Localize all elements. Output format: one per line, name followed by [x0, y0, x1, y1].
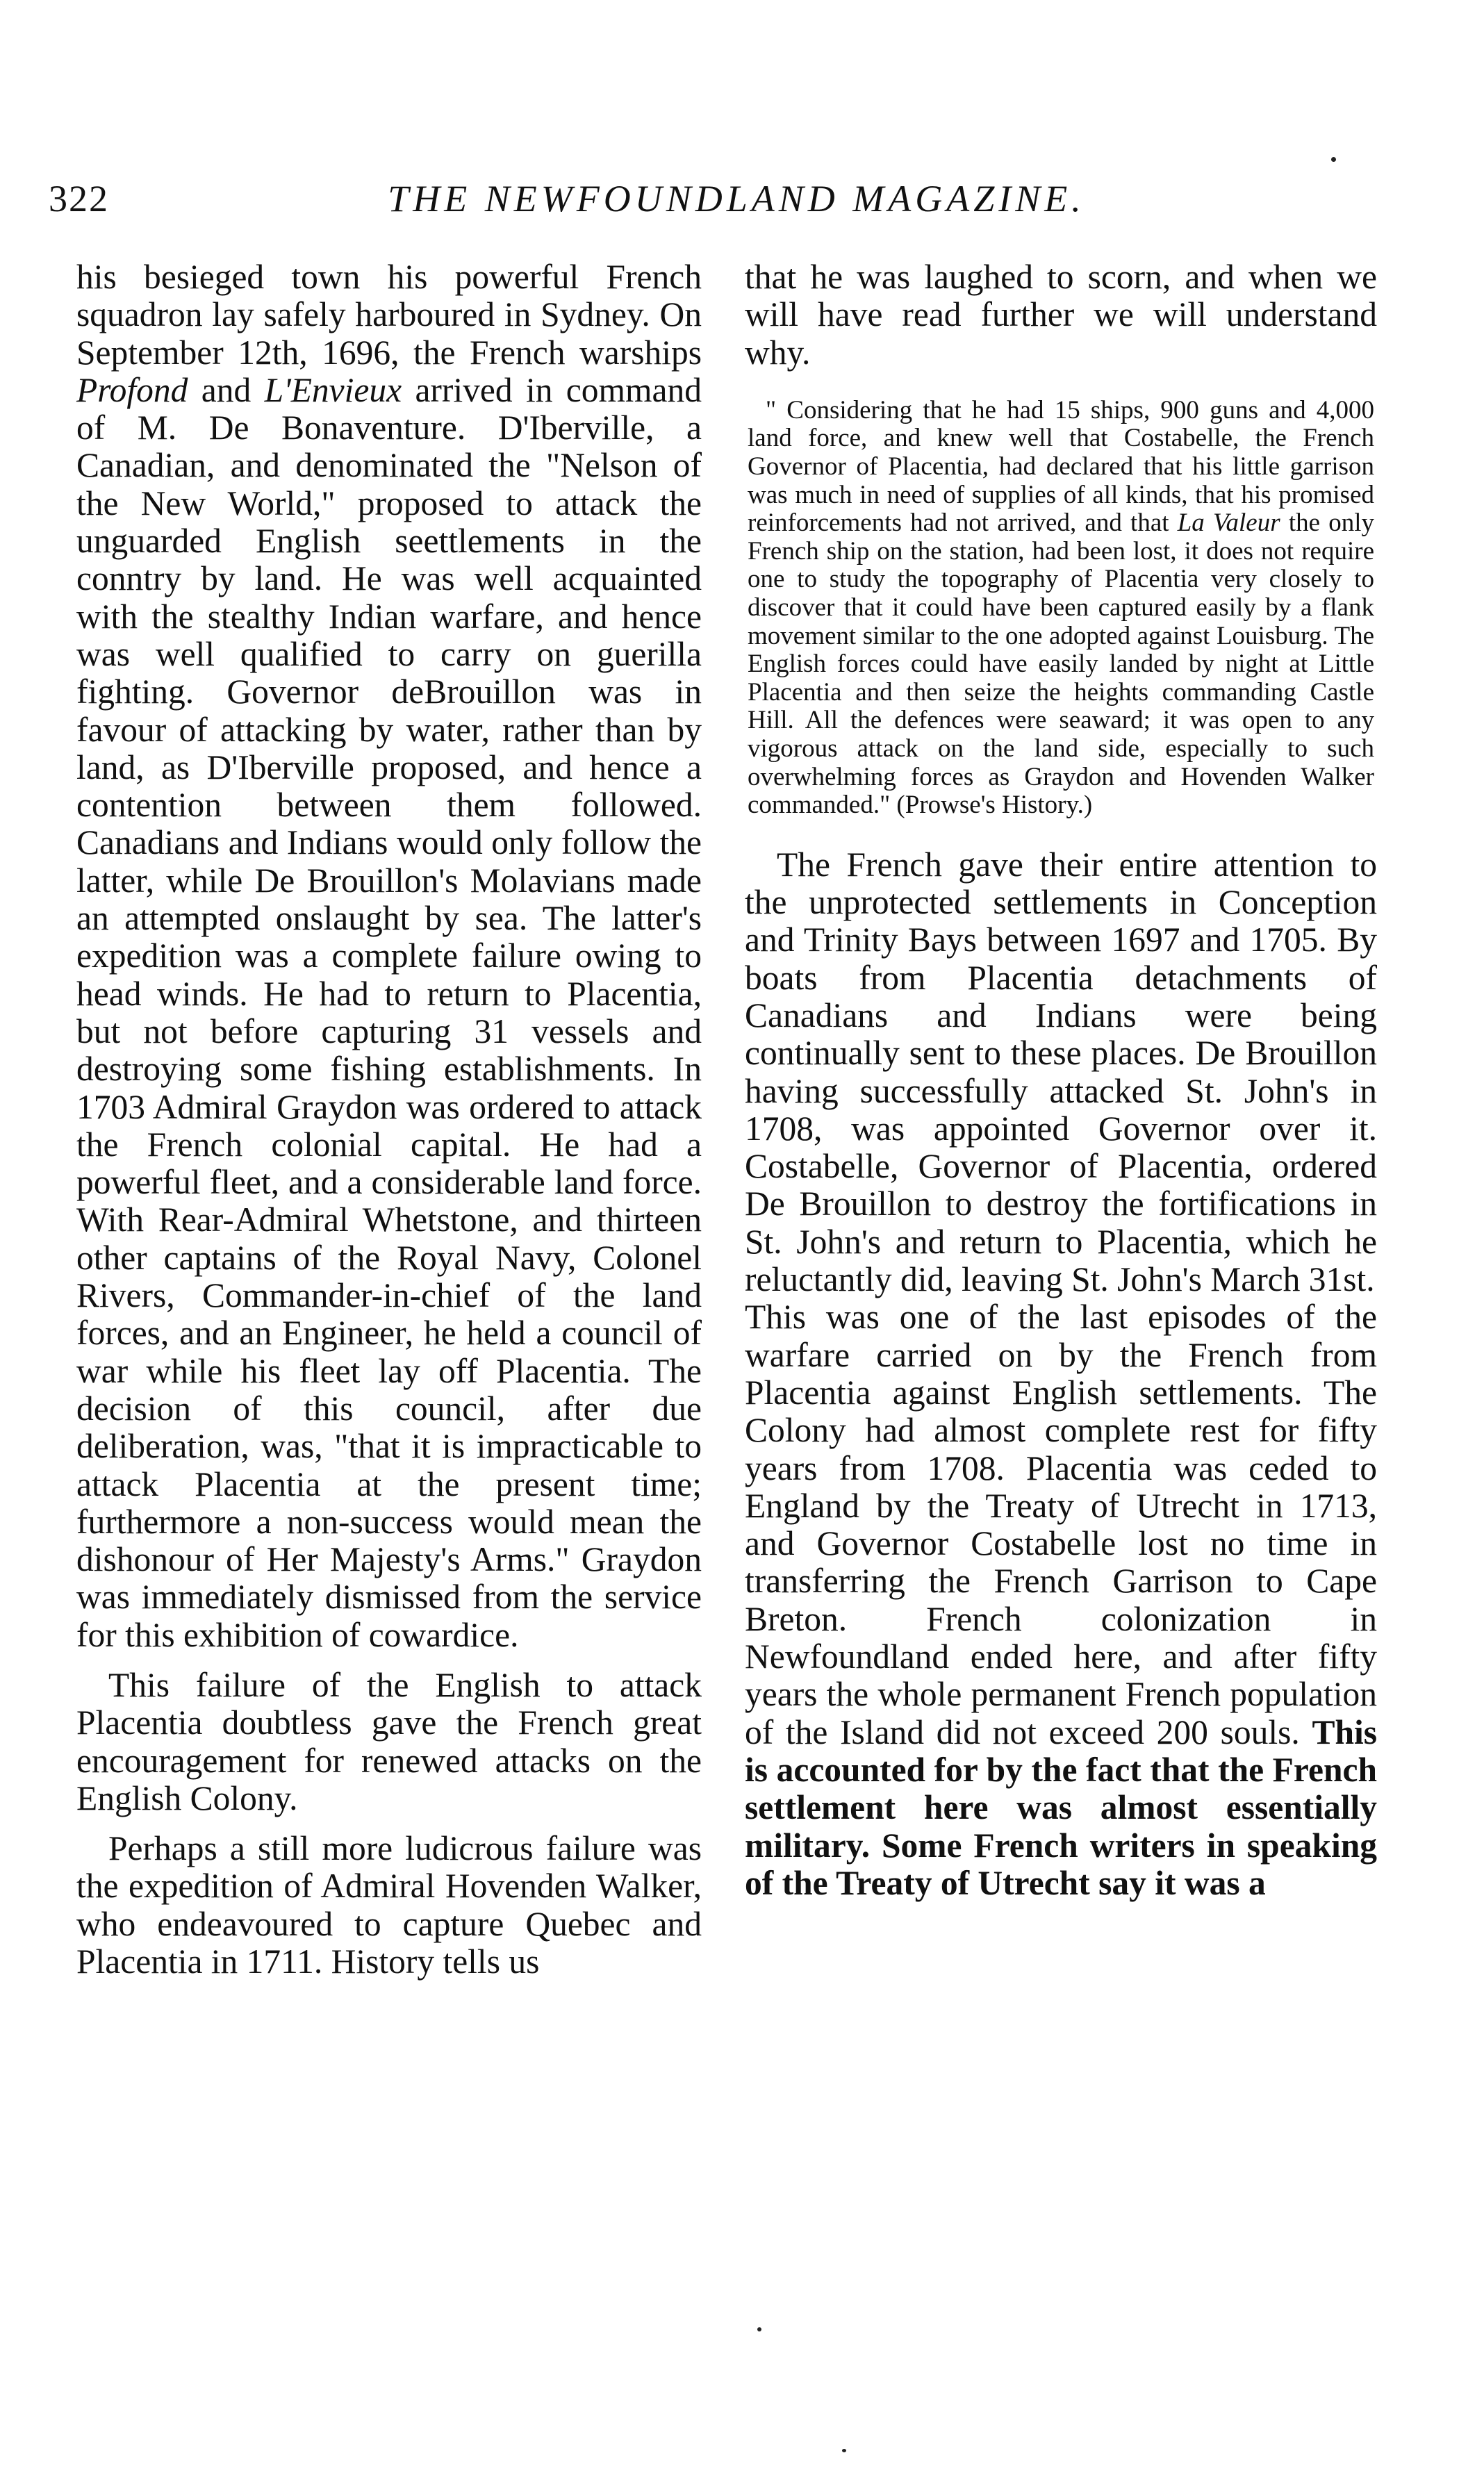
left-paragraph-2: This failure of the English to attack Placentia doubtless gave the French great encouragement for renewed attacks on the English Colony. [76, 1665, 702, 1817]
right-paragraph-2: The French gave their entire attention to the unprotected settlements in Conception and Trinity Bays between 1697 and 1705. By boats from Placentia detachments of Canadians and Indians were being continually sent to these places. De Brouillon having successfully attacked St. John's in 1708, was appointed Governor over it. Costabelle, Governor of Placentia, ordered De Brouillon to destroy the fortifications in St. John's and return to Placentia, which he reluctantly did, leaving St. John's March 31st. [745, 845, 1377, 1299]
left-column [76, 258, 702, 1981]
print-speck [842, 2449, 846, 2452]
print-speck [1331, 157, 1336, 162]
right-paragraph-1: that he was laughed to scorn, and when we will have read further we will understand why. [745, 258, 1377, 372]
page-number: 322 [49, 178, 109, 220]
right-paragraph-3: This was one of the last episodes of the warfare carried on by the French from Placentia against English settlements. The Colony had almost complete rest for fifty years from 1708. Placentia was ceded to England by the Treaty of Utrecht in 1713, and Governor Costabelle lost no time in transferring the French Garrison to Cape Breton. French colonization in Newfoundland ended here, and after fifty years the whole permanent French population of the Island did not exceed 200 souls. This is accounted for by the fact that the French settlement here was almost essentially military. Some French writers in speaking of the Treaty of Utrecht say it was a [745, 1298, 1377, 1902]
ship-name: L'Envieux [264, 370, 402, 409]
print-speck [757, 2327, 761, 2331]
block-quote: " Considering that he had 15 ships, 900 guns and 4,000 land force, and knew well that Costabelle, the French Governor of Placentia, had declared that his little garrison was much in need of supplies of all kinds, that his promised reinforcements had not arrived, and that La Valeur the only French ship on the station, had been lost, it does not require one to study the topography of Placentia very closely to discover that it could have been captured easily by a flank movement similar to the one adopted against Louisburg. The English forces could have easily landed by night at Little Placentia and then seize the heights commanding Castle Hill. All the defences were seaward; it was open to any vigorous attack on the land side, especially to such overwhelming forces as Graydon and Hovenden Walker commanded." (Prowse's History.) [748, 395, 1375, 820]
running-title: THE NEWFOUNDLAND MAGAZINE. [388, 178, 1085, 220]
ship-name: Profond [76, 370, 188, 409]
right-column [745, 258, 1377, 1902]
left-paragraph-3: Perhaps a still more ludicrous failure was the expedition of Admiral Hovenden Walker, who endeavoured to capture Quebec and Placentia in 1711. History tells us [76, 1829, 702, 1981]
left-paragraph-1: his besieged town his powerful French squadron lay safely harboured in Sydney. On September 12th, 1696, the French warships Profond and L'Envieux arrived in command of M. De Bonaventure. D'Iberville, a Canadian, and denominated the "Nelson of the New World," proposed to attack the unguarded English seettlements in the conntry by land. He was well acquainted with the stealthy Indian warfare, and hence was well qualified to carry on guerilla fighting. Governor deBrouillon was in favour of attacking by water, rather than by land, as D'Iberville proposed, and hence a contention between them followed. Canadians and Indians would only follow the latter, while De Brouillon's Molavians made an attempted onslaught by sea. The latter's expedition was a complete failure owing to head winds. He had to return to Placentia, but not before capturing 31 vessels and destroying some fishing establishments. In 1703 Admiral Graydon was ordered to attack the French colonial capital. He had a powerful fleet, and a considerable land force. With Rear-Admiral Whetstone, and thirteen other captains of the Royal Navy, Colonel Rivers, Commander-in-chief of the land forces, and an Engineer, he held a council of war while his fleet lay off Placentia. The decision of this council, after due deliberation, was, "that it is impracticable to attack Placentia at the present time; furthermore a non-success would mean the dishonour of Her Majesty's Arms." Graydon was immediately dismissed from the service for this exhibition of cowardice. [76, 258, 702, 1654]
page-header [49, 177, 1424, 233]
ship-name: La Valeur [1177, 509, 1280, 538]
